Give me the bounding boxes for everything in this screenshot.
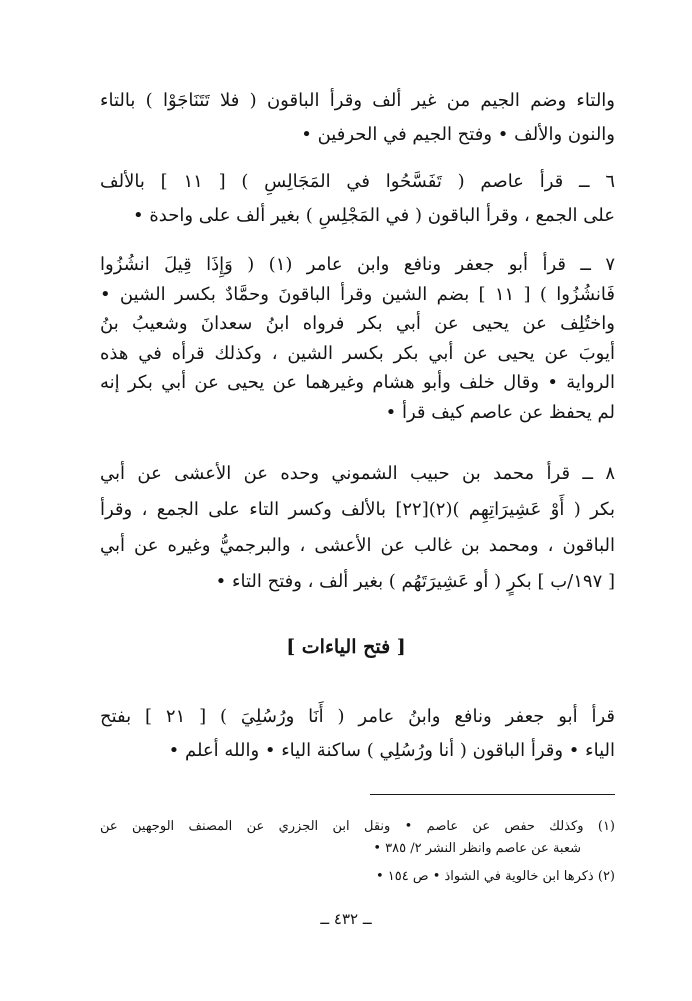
text-line: والتاء وضم الجيم من غير ألف وقرأ الباقون ( فلا تَتَنَاجَوْا ) بالتاء xyxy=(100,90,615,111)
footnote-2 xyxy=(100,866,615,888)
text-line: [ ١٩٧/ب ] بكرٍ ( أو عَشِيرَتَهُم ) بغير ألف ، وفتح التاء • xyxy=(215,571,615,592)
paragraph-item-6 xyxy=(100,165,615,233)
text-line: الياء • وقرأ الباقون ( أنا ورُسُلِي ) ساكنة الياء • والله أعلم • xyxy=(168,740,615,761)
text-line: بكر ( أَوْ عَشِيرَاتِهِم )(٢)[٢٢] بالألف وكسر التاء على الجمع ، وقرأ xyxy=(100,499,615,520)
footnote-line: شعبة عن عاصم وانظر النشر ٢/ ٣٨٥ • xyxy=(373,841,581,856)
paragraph-continuation xyxy=(100,84,615,152)
text-line: ٧ ــ قرأ أبو جعفر ونافع وابن عامر (١) ( وَإِذَا قِيلَ انشُزُوا xyxy=(100,254,615,275)
footnote-line: (١) وكذلك حفص عن عاصم • ونقل ابن الجزري عن المصنف الوجهين عن xyxy=(100,819,615,834)
footnotes xyxy=(100,816,615,888)
paragraph-item-8 xyxy=(100,456,615,600)
text-line: لم يحفظ عن عاصم كيف قرأ • xyxy=(385,402,615,423)
text-line: فَانشُزُوا ) [ ١١ ] بضم الشين وقرأ الباقونَ وحمَّادٌ بكسر الشين • xyxy=(100,284,615,305)
text-line: ٨ ــ قرأ محمد بن حبيب الشموني وحده عن الأعشى عن أبي xyxy=(100,463,615,484)
text-line: الباقون ، ومحمد بن غالب عن الأعشى ، والبرجميُّ وغيره عن أبي xyxy=(100,535,615,556)
footnote-line: (٢) ذكرها ابن خالوية في الشواذ • ص ١٥٤ • xyxy=(375,869,615,884)
text-line: واختُلِف عن يحيى عن أبي بكر فرواه ابنُ سعدانَ وشعيبُ بنُ xyxy=(100,313,615,334)
text-line: أيوبَ عن يحيى عن أبي بكر بكسر الشين ، وكذلك قرأه في هذه xyxy=(100,343,615,364)
page-number: ــ ٤٣٢ ــ xyxy=(320,910,372,928)
footnote-1 xyxy=(100,816,615,860)
text-line: ٦ ــ قرأ عاصم ( تَفَسَّحُوا في المَجَالِسِ ) [ ١١ ] بالألف xyxy=(100,171,615,192)
text-line: والنون والألف • وفتح الجيم في الحرفين • xyxy=(301,124,615,145)
paragraph-ya-section xyxy=(100,700,615,768)
text-line: الرواية • وقال خلف وأبو هشام وغيرهما عن يحيى عن أبي بكر إنه xyxy=(100,372,615,393)
paragraph-item-7 xyxy=(100,250,615,427)
footnote-divider xyxy=(370,794,615,795)
section-heading: [ فتح الياءات ] xyxy=(286,636,406,658)
text-line: على الجمع ، وقرأ الباقون ( في المَجْلِسِ ) بغير ألف على واحدة • xyxy=(132,205,615,226)
text-line: قرأ أبو جعفر ونافع وابنُ عامر ( أَنَا ورُسُلِيَ ) [ ٢١ ] بفتح xyxy=(100,706,615,727)
